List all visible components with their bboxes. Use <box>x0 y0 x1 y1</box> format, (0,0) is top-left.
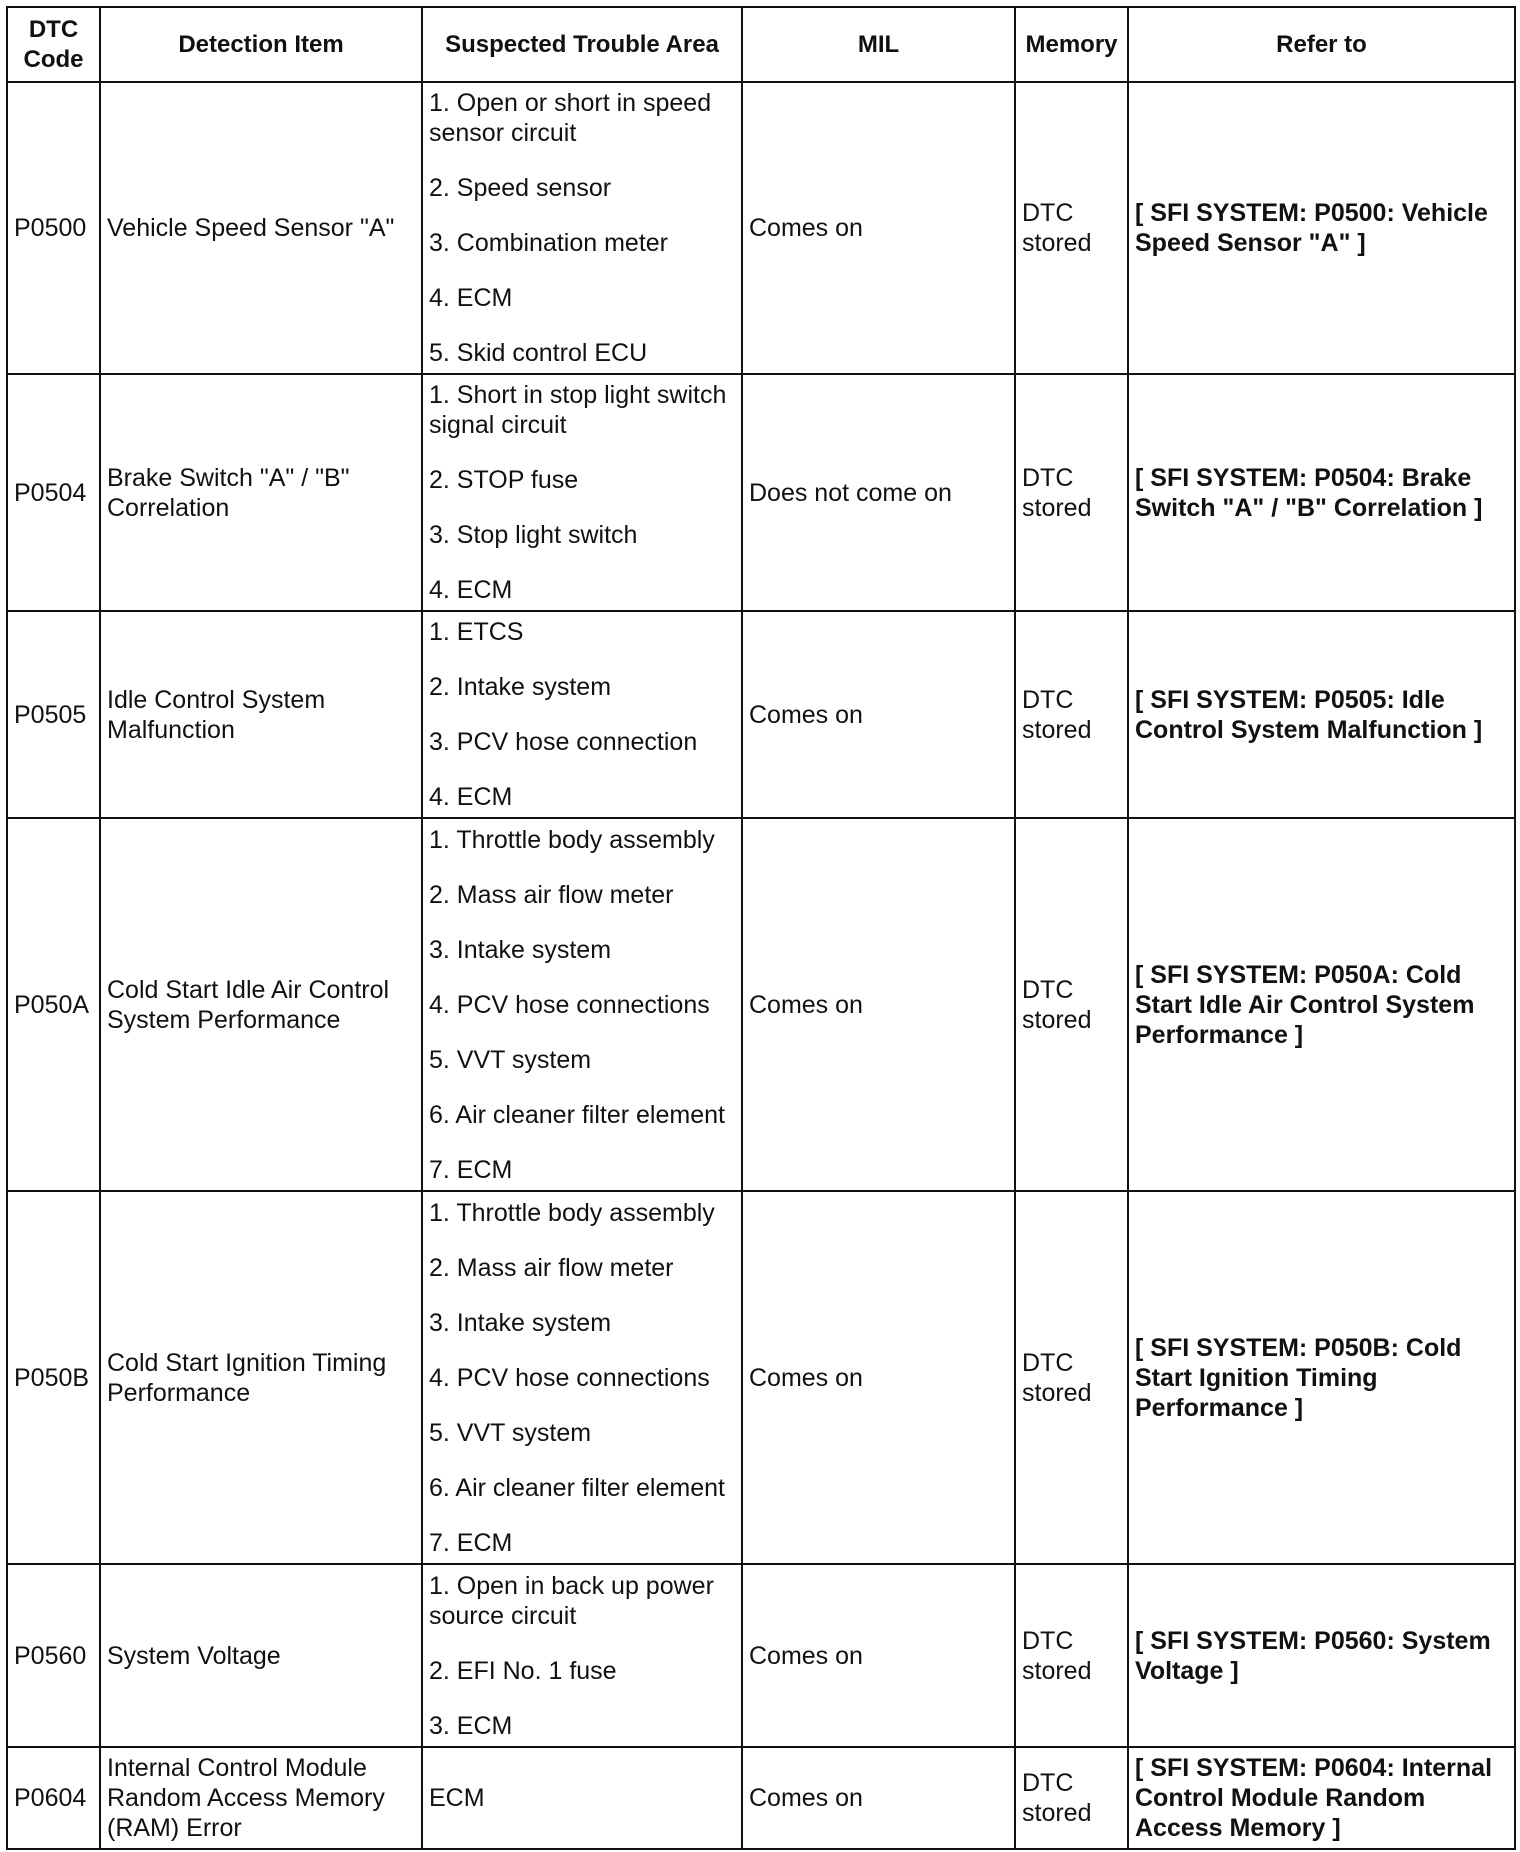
mil-cell: Comes on <box>742 818 1015 1191</box>
suspected-trouble-area-cell <box>422 1191 742 1564</box>
trouble-area-item: 4. PCV hose connections <box>429 1363 710 1392</box>
mil-cell: Does not come on <box>742 374 1015 611</box>
detection-item-cell: System Voltage <box>100 1564 422 1747</box>
table-row <box>7 818 1515 1191</box>
trouble-area-list <box>429 617 735 812</box>
detection-item-cell: Vehicle Speed Sensor "A" <box>100 82 422 374</box>
trouble-area-item: 6. Air cleaner filter element <box>429 1473 725 1502</box>
trouble-area-item: ECM <box>429 1784 485 1812</box>
trouble-area-item: 4. ECM <box>429 783 513 811</box>
memory-cell: DTC stored <box>1015 818 1128 1191</box>
refer-to-cell: [ SFI SYSTEM: P0505: Idle Control System Malfunction ] <box>1128 611 1515 818</box>
trouble-area-item: 2. Intake system <box>429 673 612 701</box>
detection-item-cell: Brake Switch "A" / "B" Correlation <box>100 374 422 611</box>
refer-to-cell: [ SFI SYSTEM: P0500: Vehicle Speed Sensor "A" ] <box>1128 82 1515 374</box>
trouble-area-item: 4. ECM <box>429 284 513 312</box>
dtc-code-cell: P0604 <box>7 1747 100 1849</box>
trouble-area-list <box>429 825 735 1185</box>
trouble-area-item: 2. EFI No. 1 fuse <box>429 1656 617 1685</box>
trouble-area-list <box>429 1783 735 1813</box>
table-row <box>7 1747 1515 1849</box>
memory-cell: DTC stored <box>1015 611 1128 818</box>
mil-cell: Comes on <box>742 1564 1015 1747</box>
dtc-table-container <box>6 6 1514 1850</box>
mil-cell: Comes on <box>742 1191 1015 1564</box>
trouble-area-item: 3. PCV hose connection <box>429 728 698 756</box>
trouble-area-item: 2. STOP fuse <box>429 466 579 494</box>
header-row <box>7 7 1515 82</box>
trouble-area-item: 1. Open in back up power source circuit <box>429 1571 714 1630</box>
detection-item-cell: Internal Control Module Random Access Memory (RAM) Error <box>100 1747 422 1849</box>
suspected-trouble-area-cell <box>422 82 742 374</box>
dtc-code-cell: P0505 <box>7 611 100 818</box>
trouble-area-item: 4. PCV hose connections <box>429 990 710 1019</box>
dtc-code-cell: P050B <box>7 1191 100 1564</box>
trouble-area-list <box>429 380 735 605</box>
trouble-area-list <box>429 1198 735 1558</box>
trouble-area-item: 7. ECM <box>429 1155 513 1184</box>
memory-cell: DTC stored <box>1015 82 1128 374</box>
trouble-area-item: 2. Mass air flow meter <box>429 1253 674 1282</box>
suspected-trouble-area-cell <box>422 1747 742 1849</box>
memory-cell: DTC stored <box>1015 374 1128 611</box>
trouble-area-item: 7. ECM <box>429 1528 513 1557</box>
header-suspected-trouble-area: Suspected Trouble Area <box>422 7 742 82</box>
trouble-area-item: 1. Open or short in speed sensor circuit <box>429 89 712 147</box>
detection-item-cell: Cold Start Idle Air Control System Performance <box>100 818 422 1191</box>
trouble-area-item: 5. VVT system <box>429 1045 592 1074</box>
table-row <box>7 611 1515 818</box>
refer-to-cell: [ SFI SYSTEM: P050B: Cold Start Ignition Timing Performance ] <box>1128 1191 1515 1564</box>
mil-cell: Comes on <box>742 1747 1015 1849</box>
trouble-area-item: 1. ETCS <box>429 618 524 646</box>
header-detection-item: Detection Item <box>100 7 422 82</box>
suspected-trouble-area-cell <box>422 611 742 818</box>
table-body <box>7 82 1515 1849</box>
detection-item-cell: Idle Control System Malfunction <box>100 611 422 818</box>
header-dtc-code: DTC Code <box>7 7 100 82</box>
trouble-area-item: 1. Throttle body assembly <box>429 1198 715 1227</box>
trouble-area-list <box>429 88 735 368</box>
trouble-area-item: 2. Speed sensor <box>429 174 612 202</box>
trouble-area-item: 5. Skid control ECU <box>429 339 648 367</box>
memory-cell: DTC stored <box>1015 1564 1128 1747</box>
dtc-code-cell: P050A <box>7 818 100 1191</box>
dtc-table <box>6 6 1516 1850</box>
trouble-area-item: 1. Short in stop light switch signal circuit <box>429 381 727 439</box>
trouble-area-item: 3. Combination meter <box>429 229 669 257</box>
trouble-area-item: 4. ECM <box>429 576 513 604</box>
refer-to-cell: [ SFI SYSTEM: P050A: Cold Start Idle Air Control System Performance ] <box>1128 818 1515 1191</box>
header-refer-to: Refer to <box>1128 7 1515 82</box>
header-mil: MIL <box>742 7 1015 82</box>
dtc-code-cell: P0504 <box>7 374 100 611</box>
header-memory: Memory <box>1015 7 1128 82</box>
suspected-trouble-area-cell <box>422 374 742 611</box>
trouble-area-item: 3. ECM <box>429 1711 513 1740</box>
mil-cell: Comes on <box>742 611 1015 818</box>
table-row <box>7 1191 1515 1564</box>
trouble-area-item: 3. Intake system <box>429 935 612 964</box>
suspected-trouble-area-cell <box>422 1564 742 1747</box>
trouble-area-item: 5. VVT system <box>429 1418 592 1447</box>
detection-item-cell: Cold Start Ignition Timing Performance <box>100 1191 422 1564</box>
trouble-area-item: 3. Stop light switch <box>429 521 638 549</box>
suspected-trouble-area-cell <box>422 818 742 1191</box>
refer-to-cell: [ SFI SYSTEM: P0504: Brake Switch "A" / "B" Correlation ] <box>1128 374 1515 611</box>
trouble-area-item: 6. Air cleaner filter element <box>429 1100 725 1129</box>
refer-to-cell: [ SFI SYSTEM: P0604: Internal Control Module Random Access Memory ] <box>1128 1747 1515 1849</box>
trouble-area-item: 1. Throttle body assembly <box>429 825 715 854</box>
trouble-area-list <box>429 1571 735 1741</box>
mil-cell: Comes on <box>742 82 1015 374</box>
refer-to-cell: [ SFI SYSTEM: P0560: System Voltage ] <box>1128 1564 1515 1747</box>
table-row <box>7 1564 1515 1747</box>
table-row <box>7 374 1515 611</box>
dtc-code-cell: P0560 <box>7 1564 100 1747</box>
table-row <box>7 82 1515 374</box>
memory-cell: DTC stored <box>1015 1191 1128 1564</box>
memory-cell: DTC stored <box>1015 1747 1128 1849</box>
trouble-area-item: 3. Intake system <box>429 1308 612 1337</box>
dtc-code-cell: P0500 <box>7 82 100 374</box>
trouble-area-item: 2. Mass air flow meter <box>429 880 674 909</box>
